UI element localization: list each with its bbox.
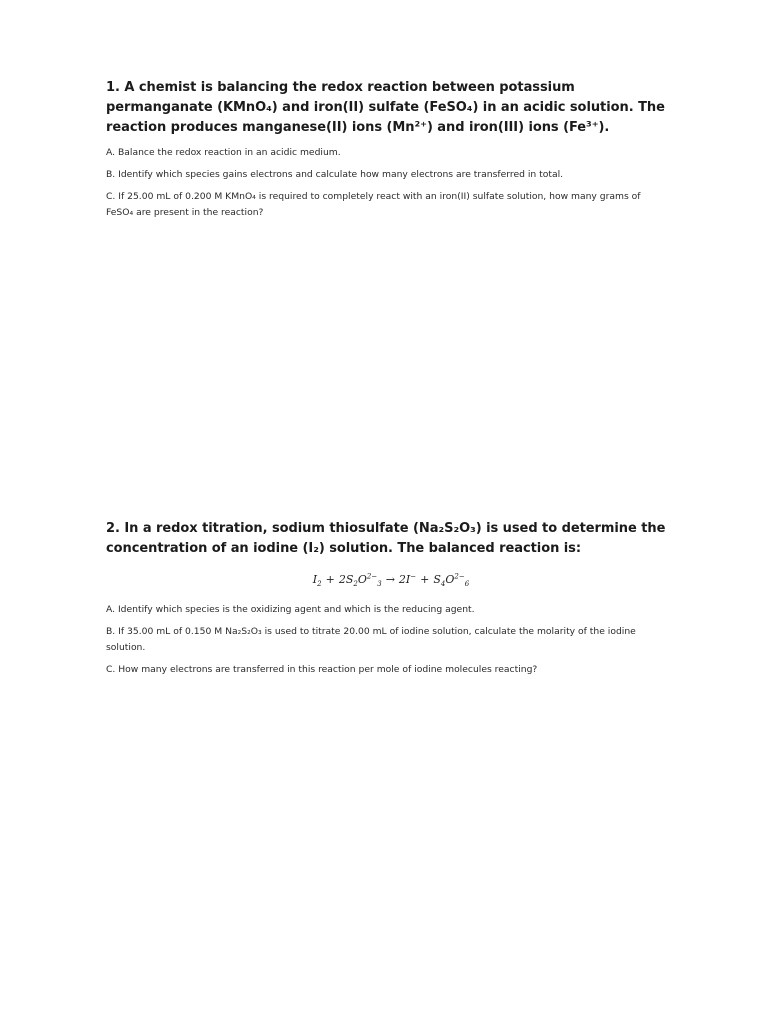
question-1-part-a: A. Balance the redox reaction in an acidic medium. <box>106 147 341 158</box>
eq-reactant-thiosulfate: $2S_2O^{2-}_3$ <box>338 572 382 588</box>
question-2 <box>106 519 666 684</box>
question-1 <box>106 78 666 227</box>
question-1-part-b: B. Identify which species gains electrons and calculate how many electrons are transferred in total. <box>106 169 564 180</box>
balanced-equation <box>106 566 666 594</box>
eq-reactant-iodine: $I_2$ <box>312 572 322 588</box>
eq-plus: + <box>420 572 430 586</box>
eq-arrow: → <box>385 572 395 586</box>
question-2-part-a: A. Identify which species is the oxidizing agent and which is the reducing agent. <box>106 603 475 615</box>
eq-product-iodide: 2I− <box>398 572 417 586</box>
question-2-part-b: B. If 35.00 mL of 0.150 M Na₂S₂O₃ is used to titrate 20.00 mL of iodine solution, calculate the molarity of the iodine solution. <box>106 625 636 653</box>
question-2-heading: 2. In a redox titration, sodium thiosulfate (Na₂S₂O₃) is used to determine the concentration of an iodine (I₂) solution. The balanced reaction is: <box>106 521 666 556</box>
question-1-part-c: C. If 25.00 mL of 0.200 M KMnO₄ is required to completely react with an iron(II) sulfate solution, how many grams of FeSO₄ are present in the reaction? <box>106 191 641 218</box>
eq-product-tetrathionate: $S_4O^{2-}_6$ <box>433 572 470 588</box>
question-2-part-c: C. How many electrons are transferred in this reaction per mole of iodine molecules reacting? <box>106 663 538 675</box>
question-1-heading: 1. A chemist is balancing the redox reaction between potassium permanganate (KMnO₄) and iron(II) sulfate (FeSO₄) in an acidic solution. The reaction produces manganese(II) ions (Mn²⁺) and iron(III) ions (Fe³⁺). <box>106 80 665 135</box>
eq-plus: + <box>325 572 335 586</box>
